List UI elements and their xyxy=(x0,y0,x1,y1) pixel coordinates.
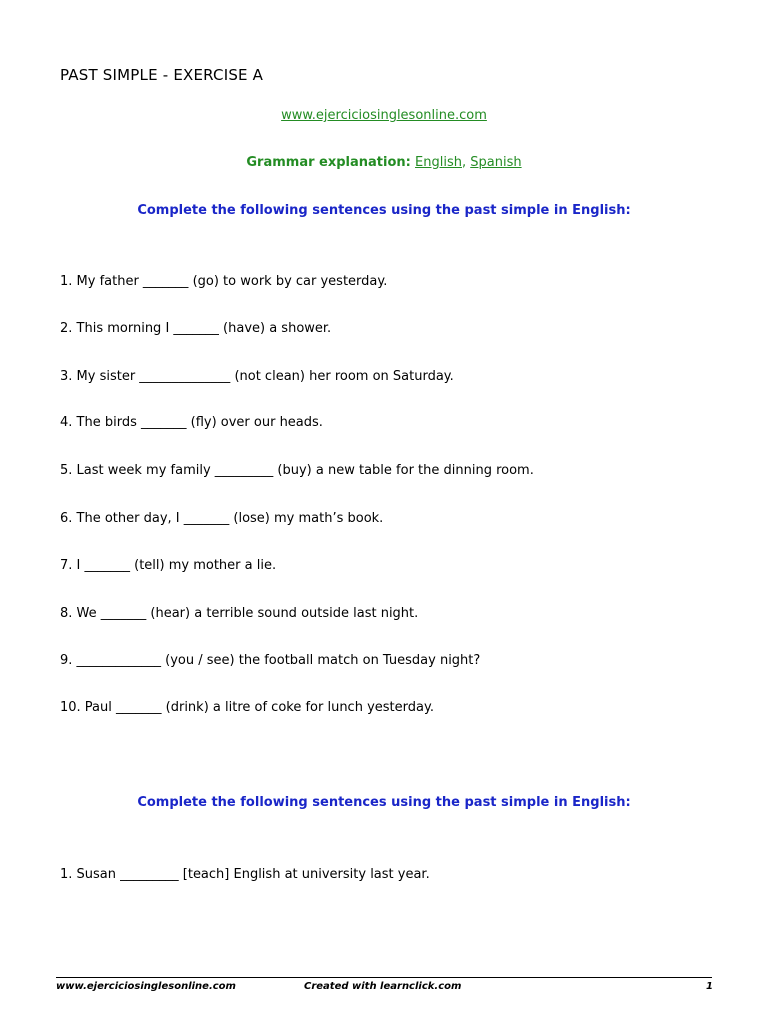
grammar-separator: , xyxy=(461,155,467,170)
english-link[interactable]: English xyxy=(415,155,462,170)
grammar-explanation xyxy=(0,155,768,170)
exercise-1-sentence: 2. This morning I _______ (have) a shower. xyxy=(60,321,332,336)
footer-created-with: Created with learnclick.com xyxy=(304,981,462,992)
website-link[interactable]: www.ejerciciosinglesonline.com xyxy=(281,108,487,123)
exercise-1-sentence: 5. Last week my family _________ (buy) a new table for the dinning room. xyxy=(60,463,534,478)
exercise-1-sentence: 9. _____________ (you / see) the football match on Tuesday night? xyxy=(60,653,481,668)
exercise-1-sentence: 10. Paul _______ (drink) a litre of coke for lunch yesterday. xyxy=(60,700,434,715)
exercise-1-sentence: 7. I _______ (tell) my mother a lie. xyxy=(60,558,277,573)
footer-divider xyxy=(56,977,712,978)
footer-website: www.ejerciciosinglesonline.com xyxy=(56,981,236,992)
grammar-label: Grammar explanation: xyxy=(246,155,411,170)
exercise-2-instruction: Complete the following sentences using the past simple in English: xyxy=(137,795,631,810)
exercise-1-sentence: 3. My sister ______________ (not clean) her room on Saturday. xyxy=(60,369,454,384)
page-title: PAST SIMPLE - EXERCISE A xyxy=(60,66,264,84)
exercise-1-sentence: 6. The other day, I _______ (lose) my math’s book. xyxy=(60,511,384,526)
exercise-1-sentence: 8. We _______ (hear) a terrible sound outside last night. xyxy=(60,606,419,621)
footer-page-number: 1 xyxy=(706,981,713,992)
exercise-1-sentence: 1. My father _______ (go) to work by car yesterday. xyxy=(60,274,388,289)
exercise-1-instruction: Complete the following sentences using the past simple in English: xyxy=(137,203,631,218)
spanish-link[interactable]: Spanish xyxy=(470,155,522,170)
exercise-1-sentence: 4. The birds _______ (fly) over our heads. xyxy=(60,415,323,430)
exercise-2-sentence: 1. Susan _________ [teach] English at university last year. xyxy=(60,867,430,882)
